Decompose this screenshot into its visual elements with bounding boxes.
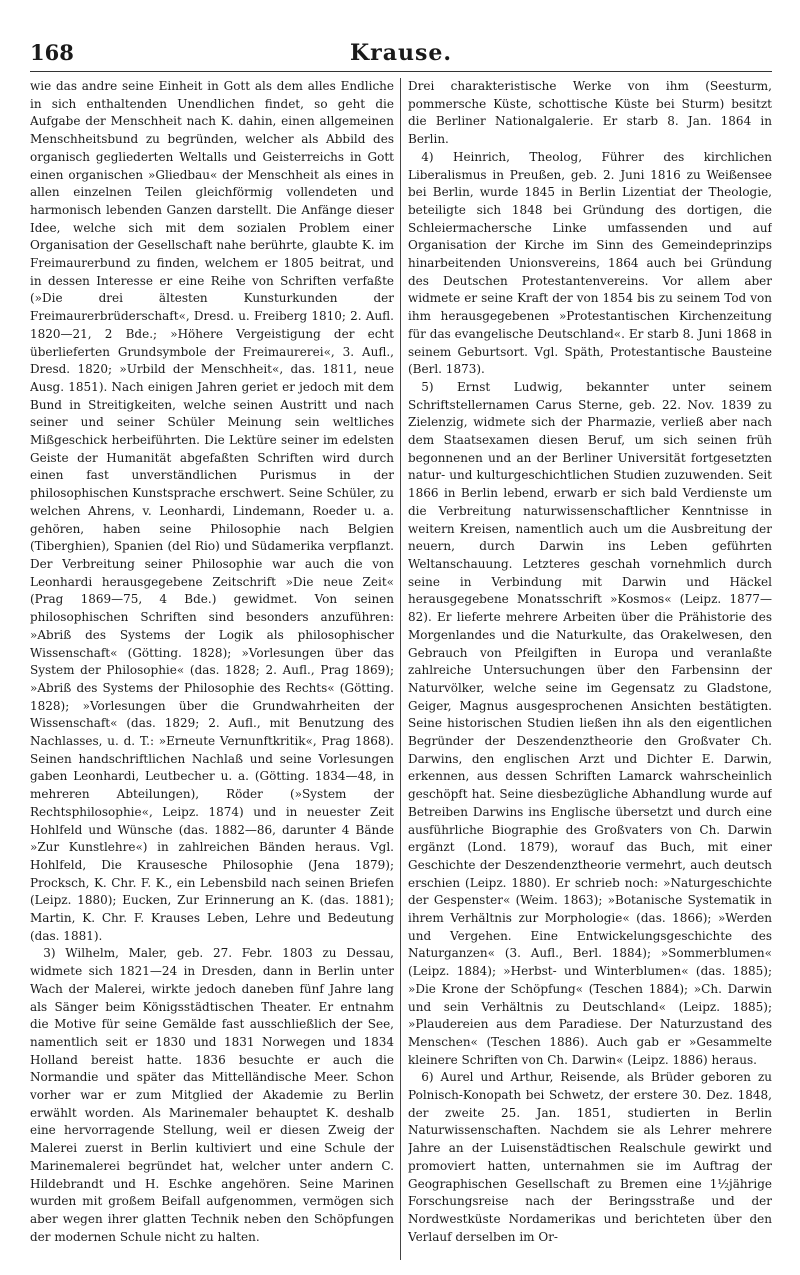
entry-ernst-ludwig-krause: 5) Ernst Ludwig, bekannter unter seinem Schriftstellernamen Carus Sterne, geb. 22. Nov. 1839 zu Zielenzig, widmete sich der Pharmazie, verließ aber nach dem Staatsexamen diesen Beruf, um sich seinen früh begonnenen und an der Berliner Universität fortgesetzten natur- und kulturgeschichtlichen Studien zuzuwenden. Seit 1866 in Berlin lebend, erwarb er sich bald Verdienste um die Verbreitung naturwissenschaftlicher Kenntnisse in weitern Kreisen, namentlich auch um die Ausbreitung der neuern, durch Darwin ins Leben geführten Weltanschauung. Letzteres geschah vornehmlich durch seine in Verbindung mit Darwin und Häckel herausgegebene Monatsschrift »Kosmos« (Leipz. 1877—82). Er lieferte mehrere Arbeiten über die Prähistorie des Morgenlandes und die Naturkulte, das Orakelwesen, den Gebrauch von Pfeilgiften in Europa und veranlaßte zahlreiche Untersuchungen über den Farbensinn der Naturvölker, welche seine im Gegensatz zu Gladstone, Geiger, Magnus ausgesprochenen Ansichten bestätigten. Seine historischen Studien ließen ihn als den eigentlichen Begründer der Deszendenztheorie den Großvater Ch. Darwins, den englischen Arzt und Dichter E. Darwin, erkennen, aus dessen Schriften Lamarck wahrscheinlich geschöpft hat. Seine diesbezügliche Abhandlung wurde auf Betreiben Darwins ins Englische übersetzt und durch eine ausführliche Biographie des Großvaters von Ch. Darwin ergänzt (Lond. 1879), worauf das Buch, mit einer Geschichte der Deszendenztheorie vermehrt, auch deutsch erschien (Leipz. 1880). Er schrieb noch: »Naturgeschichte der Gespenster« (Weim. 1863); »Botanische Systematik in ihrem Verhältnis zur Morphologie« (das. 1866); »Werden und Vergehen. Eine Entwickelungsgeschichte des Naturganzen« (3. Aufl., Berl. 1884); »Sommerblumen« (Leipz. 1884); »Herbst- und Winterblumen« (das. 1885); »Die Krone der Schöpfung« (Teschen 1884); »Ch. Darwin und sein Verhältnis zu Deutschland« (Leipz. 1885); »Plaudereien aus dem Paradiese. Der Naturzustand des Menschen« (Teschen 1886). Auch gab er »Gesammelte kleinere Schriften von Ch. Darwin« (Leipz. 1886) heraus.	[408, 379, 772, 1067]
entry-wilhelm-krause: 3) Wilhelm, Maler, geb. 27. Febr. 1803 zu Dessau, widmete sich 1821—24 in Dresden, dann in Berlin unter Wach der Malerei, wirkte jedoch daneben fünf Jahre lang als Sänger beim Königsstädtischen Theater. Er entnahm die Motive für seine Gemälde fast ausschließlich der See, namentlich seit er 1830 und 1831 Norwegen und 1834 Holland bereist hatte. 1836 besuchte er auch die Normandie und später das Mittelländische Meer. Schon vorher war er zum Mitglied der Akademie zu Berlin erwählt worden. Als Marinemaler behauptet K. deshalb eine hervorragende Stellung, weil er diesen Zweig der Malerei zuerst in Berlin kultiviert und eine Schule der Marinemalerei begründet hat, welcher unter andern C. Hildebrandt und H. Eschke angehören. Seine Marinen wurden mit großem Beifall aufgenommen, vermögen sich aber wegen ihrer glatten Technik neben den Schöpfungen der modernen Schule nicht zu halten.	[30, 946, 394, 1244]
running-title: Krause.	[349, 40, 452, 66]
entry-aurel-arthur-krause: 6) Aurel und Arthur, Reisende, als Brüder geboren zu Polnisch-Konopath bei Schwetz, der erstere 30. Dez. 1848, der zweite 25. Jan. 1851, studierten in Berlin Naturwissenschaften. Nachdem sie als Lehrer mehrere Jahre an der Luisenstädtischen Realschule gewirkt und promoviert hatten, unternahmen sie im Auftrag der Geographischen Gesellschaft zu Bremen eine 1½jährige Forschungsreise nach der Beringsstraße und der Nordwestküste Nordamerikas und berichteten über den Verlauf derselben im Or-	[408, 1070, 772, 1244]
page-header	[30, 40, 772, 74]
paragraph-wilhelm-continued: Drei charakteristische Werke von ihm (Seesturm, pommersche Küste, schottische Küste bei Sturm) besitzt die Berliner Nationalgalerie. Er starb 8. Jan. 1864 in Berlin.	[408, 79, 772, 147]
header-rule	[30, 71, 772, 72]
left-column	[30, 78, 394, 1260]
right-column	[408, 78, 772, 1260]
entry-heinrich-krause: 4) Heinrich, Theolog, Führer des kirchlichen Liberalismus in Preußen, geb. 2. Juni 1816 zu Weißensee bei Berlin, wurde 1845 in Berlin Lizentiat der Theologie, beteiligte sich 1848 bei Gründung des dortigen, die Schleiermachersche Linke umfassenden und auf Organisation der Kirche im Sinn des Gemeindeprinzips hinarbeitenden Unionsvereins, 1864 auch bei Gründung des Deutschen Protestantenvereins. Vor allem aber widmete er seine Kraft der von 1854 bis zu seinem Tod von ihm herausgegebenen »Protestantischen Kirchenzeitung für das evangelische Deutschland«. Er starb 8. Juni 1868 in seinem Geburtsort. Vgl. Späth, Protestantische Bausteine (Berl. 1873).	[408, 149, 772, 377]
paragraph-krause-philosophy-continued: wie das andre seine Einheit in Gott als dem alles Endliche in sich enthaltenden Unendlichen findet, so geht die Aufgabe der Menschheit nach K. dahin, einen allgemeinen Menschheitsbund zu begründen, welcher als Abbild des organisch gegliederten Weltalls und Geisterreichs in Gott einen organischen »Gliedbau« der Menschheit als eines in allen einzelnen Teilen gleichförmig vollendeten und harmonisch lebenden Ganzen darstellt. Die Anfänge dieser Idee, welche sich mit dem sozialen Problem einer Organisation der Gesellschaft nahe berührte, glaubte K. im Freimaurerbund zu finden, welchem er 1805 beitrat, und in dessen Interesse er eine Reihe von Schriften verfaßte (»Die drei ältesten Kunsturkunden der Freimaurerbrüderschaft«, Dresd. u. Freiberg 1810; 2. Aufl. 1820—21, 2 Bde.; »Höhere Vergeistigung der echt überlieferten Grundsymbole der Freimaurerei«, 3. Aufl., Dresd. 1820; »Urbild der Menschheit«, das. 1811, neue Ausg. 1851). Nach einigen Jahren geriet er jedoch mit dem Bund in Streitigkeiten, welche seinen Austritt und nach seiner und seiner Schüler Meinung sein weltliches Mißgeschick herbeiführten. Die Lektüre seiner im edelsten Geiste der Humanität abgefaßten Schriften wird durch einen fast unverständlichen Purismus in der philosophischen Kunstsprache erschwert. Seine Schüler, zu welchen Ahrens, v. Leonhardi, Lindemann, Roeder u. a. gehören, haben seine Philosophie nach Belgien (Tiberghien), Spanien (del Rio) und Südamerika verpflanzt. Der Verbreitung seiner Philosophie war auch die von Leonhardi herausgegebene Zeitschrift »Die neue Zeit« (Prag 1869—75, 4 Bde.) gewidmet. Von seinen philosophischen Schriften sind besonders anzuführen: »Abriß des Systems der Logik als philosophischer Wissenschaft« (Götting. 1828); »Vorlesungen über das System der Philosophie« (das. 1828; 2. Aufl., Prag 1869); »Abriß des Systems der Philosophie des Rechts« (Götting. 1828); »Vorlesungen über die Grundwahrheiten der Wissenschaft« (das. 1829; 2. Aufl., mit Benutzung des Nachlasses, u. d. T.: »Erneute Vernunftkritik«, Prag 1868). Seinen handschriftlichen Nachlaß und seine Vorlesungen gaben Leonhardi, Leutbecher u. a. (Götting. 1834—48, in mehreren Abteilungen), Röder (»System der Rechtsphilosophie«, Leipz. 1874) und in neuester Zeit Hohlfeld und Wünsche (das. 1882—86, darunter 4 Bände »Zur Kunstlehre«) in zahlreichen Bänden heraus. Vgl. Hohlfeld, Die Krausesche Philosophie (Jena 1879); Procksch, K. Chr. F. K., ein Lebensbild nach seinen Briefen (Leipz. 1880); Eucken, Zur Erinnerung an K. (das. 1881); Martin, K. Chr. F. Krauses Leben, Lehre und Bedeutung (das. 1881).	[30, 79, 394, 943]
column-divider	[400, 78, 401, 1260]
dictionary-page	[30, 40, 772, 1260]
text-columns	[30, 78, 772, 1260]
page-number: 168	[30, 40, 74, 65]
